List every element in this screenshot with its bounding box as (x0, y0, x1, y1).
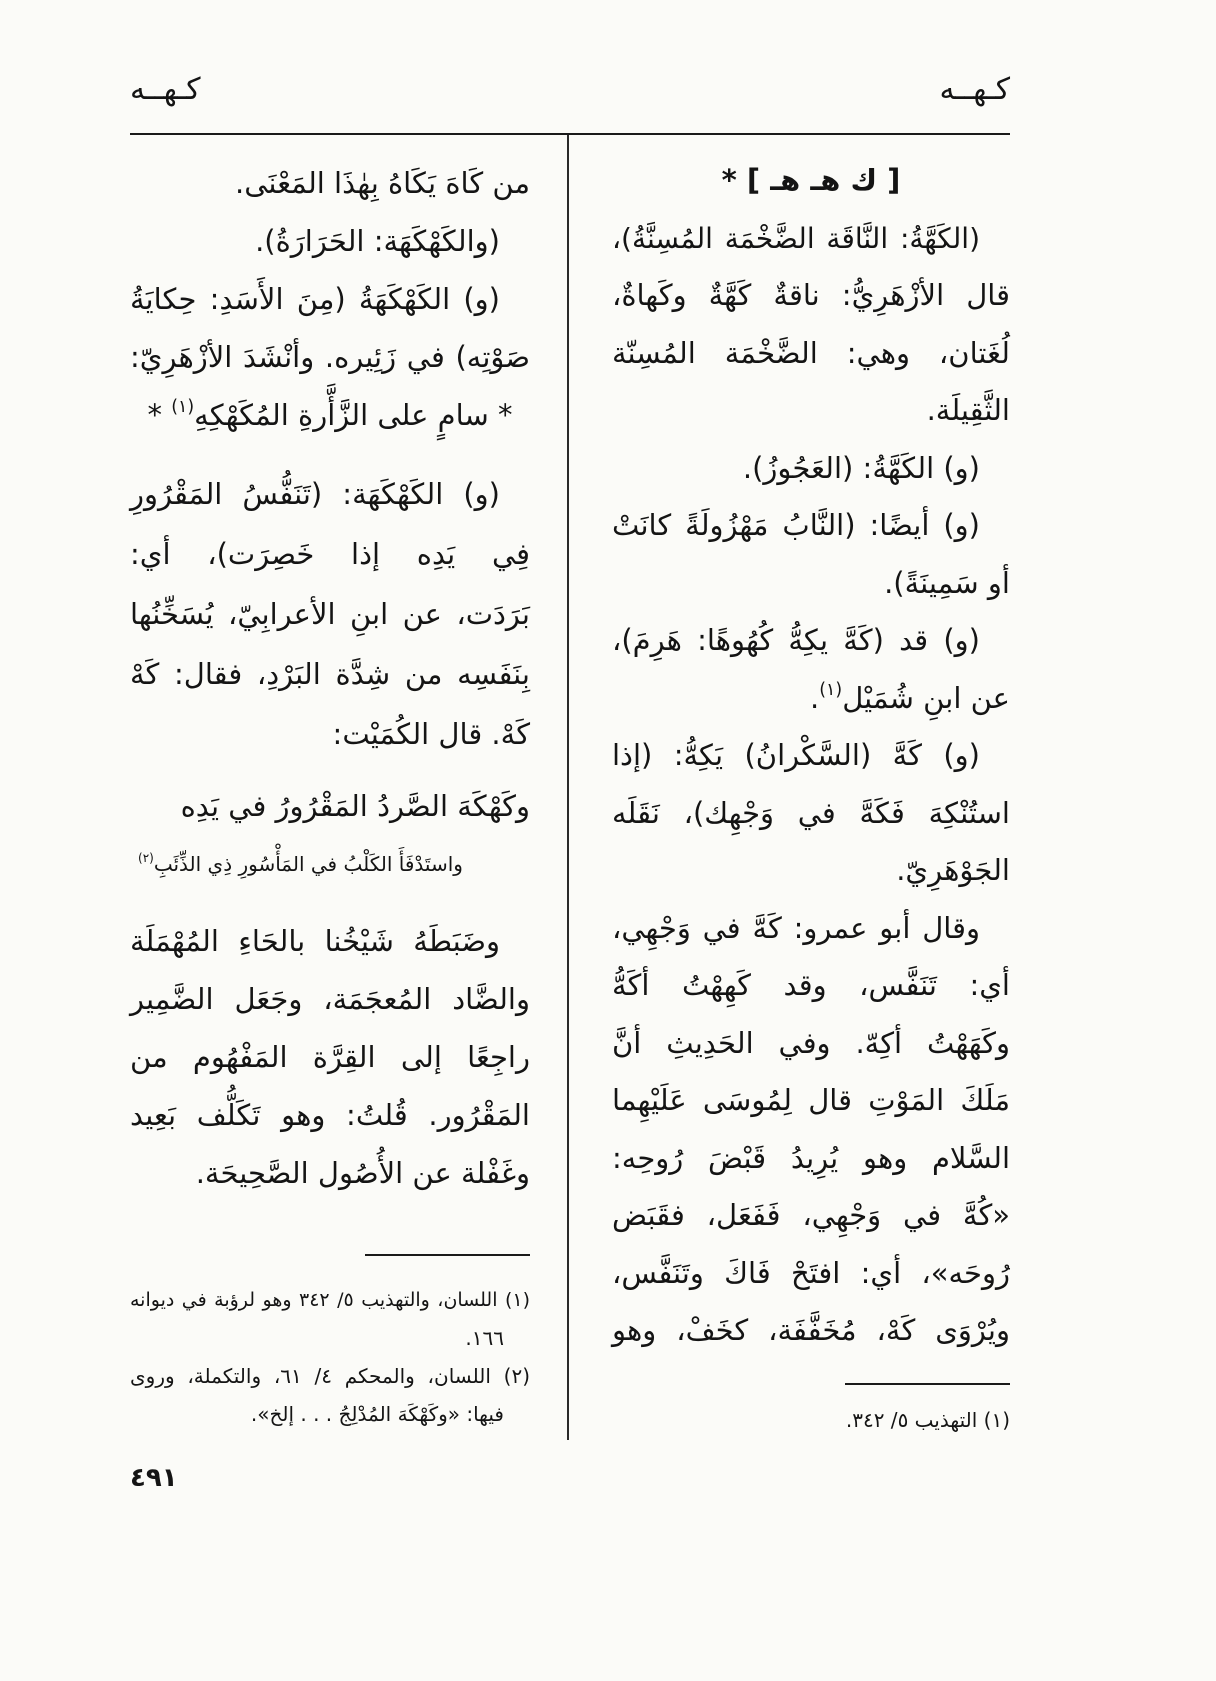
verse-text: * سامٍ على الزَّأَّرةِ المُكَهْكِهِ (194, 398, 513, 432)
text-line: لُغَتان، وهي: الضَّخْمَة المُسِنّة (612, 335, 1010, 370)
text-line: كَهْ. قال الكُمَيْت: (332, 717, 530, 751)
text-line: وقال أبو عمرو: كَهَّ في وَجْهِي، (612, 910, 980, 945)
text-line: (و) أيضًا: (النَّابُ مَهْزُولَةً كانَتْ (612, 508, 980, 542)
text-line: بَرَدَت، عن ابنِ الأعرابِيّ، يُسَخِّنُها (130, 597, 530, 631)
header-rule (130, 133, 1010, 135)
running-header-left: كـهــه (130, 72, 201, 107)
text-line: المَقْرُور. قُلتُ: وهو تَكَلُّف بَعِيد (130, 1098, 530, 1132)
text-line: (والكَهْكَهَة: الحَرَارَةُ). (255, 224, 500, 258)
text-line: مَلَكَ المَوْتِ قال لِمُوسَى عَلَيْهِما (612, 1083, 1010, 1117)
column-divider (567, 135, 569, 1440)
text-line: وغَفْلة عن الأُصُول الصَّحِيحَة. (195, 1156, 530, 1190)
footnote: (٢) اللسان، والمحكم ٤/ ٦١، والتكملة، وروى (130, 1364, 530, 1388)
text-line: استُنْكِهَ فَكَهَّ في وَجْهِك)، نَقَلَه (612, 795, 1010, 830)
text-line: وضَبَطَهُ شَيْخُنا بالحَاءِ المُهْمَلَة (130, 924, 500, 958)
page-number: ٤٩١ (130, 1463, 178, 1493)
running-header-right: كـهــه (939, 72, 1010, 107)
line-text: عن ابنِ شُمَيْل (842, 680, 1010, 715)
text-line: (و) الكَهْكَهَة: (تَنَفُّسُ المَقْرُورِ (130, 477, 500, 511)
text-line: ويُرْوَى كَهْ، مُخَفَّفَة، كخَفْ، وهو (612, 1313, 1010, 1347)
text-line: الثَّقِيلَة. (926, 393, 1010, 427)
entry-heading: [ ك هـ هـ ] * (721, 163, 901, 197)
left-column (130, 154, 530, 1202)
footnote-rule (365, 1254, 530, 1256)
right-column (612, 152, 1010, 1360)
text-line: قال الأزْهَرِيُّ: ناقةٌ كَهَّةٌ وكَهاةٌ، (612, 278, 1010, 312)
text-line: فِي يَدِه إذا خَصِرَت)، أي: (130, 537, 530, 571)
text-line: أو سَمِينَةً). (884, 565, 1010, 600)
footnotes-right (612, 1401, 1010, 1439)
footnote-marker: (٢) (138, 851, 154, 865)
text-line: (و) قد (كَهَّ يكِهُّ كُهُوهًا: هَرِمَ)، (612, 623, 980, 657)
footnote: (١) التهذيب ٥/ ٣٤٢. (845, 1408, 1010, 1432)
verse-line (130, 836, 530, 892)
text-line: والضَّاد المُعجَمَة، وجَعَل الضَّمِير (130, 982, 530, 1016)
verse-end-mark: * (147, 398, 172, 432)
text-line: رُوحَه»، أي: افتَحْ فَاكَ وتَنَفَّس، (612, 1255, 1010, 1290)
text-line: من كَاهَ يَكَاهُ بِهٰذَا المَعْنَى. (235, 166, 530, 200)
text-line: الجَوْهَرِيّ. (896, 853, 1010, 887)
text-line: «كُهَّ في وَجْهِي، فَفَعَل، فقَبَض (612, 1198, 1010, 1232)
text-line: أي: تَنَفَّس، وقد كَهِهْتُ أكَهُّ (612, 968, 1010, 1002)
footnote-continuation: ١٦٦. (465, 1326, 504, 1350)
text-line: صَوْتِه) في زَئِيره. وأنْشَدَ الأزْهَرِيّ: (130, 340, 530, 374)
footnote-continuation: فيها: «وكَهْكَهَ المُدْلِجُ . . . إلخ». (250, 1402, 504, 1426)
text-line: السَّلام وهو يُرِيدُ قَبْضَ رُوحِه: (612, 1140, 1010, 1175)
text-line: وكَهَهْتُ أكِهّ. وفي الحَدِيثِ أنَّ (612, 1025, 1010, 1060)
footnotes-left (130, 1281, 530, 1433)
text-line: راجِعًا إلى القِرَّة المَفْهُوم من (130, 1040, 530, 1074)
footnote-rule (845, 1383, 1010, 1385)
text-line: بِنَفَسِه من شِدَّة البَرْدِ، فقال: كَهْ (130, 657, 530, 691)
line-end-punctuation: . (810, 680, 820, 715)
footnote: (١) اللسان، والتهذيب ٥/ ٣٤٢ وهو لرؤبة في ديوانه (130, 1289, 531, 1311)
text-line (612, 670, 1010, 728)
footnote-marker: (١) (819, 679, 843, 700)
text-line: (و) الكَهَّةُ: (العَجُوزُ). (742, 450, 980, 485)
text-line: (و) كَهَّ (السَّكْرانُ) يَكِهُّ: (إذا (612, 738, 980, 772)
footnote-marker: (١) (171, 396, 195, 417)
text-line: (و) الكَهْكَهَةُ (مِنَ الأَسَدِ: حِكايَةُ (130, 282, 500, 316)
verse-line: وكَهْكَهَ الصَّردُ المَقْرُورُ في يَدِه (180, 789, 530, 823)
text-line: (الكَهَّةُ: النَّاقَة الضَّخْمَة المُسِنَّةُ)، (612, 221, 980, 255)
verse-line (130, 386, 530, 444)
verse-text: واستَدْفَأَ الكَلْبُ في المَأْسُورِ ذِي الذِّئَبِ (153, 852, 463, 876)
